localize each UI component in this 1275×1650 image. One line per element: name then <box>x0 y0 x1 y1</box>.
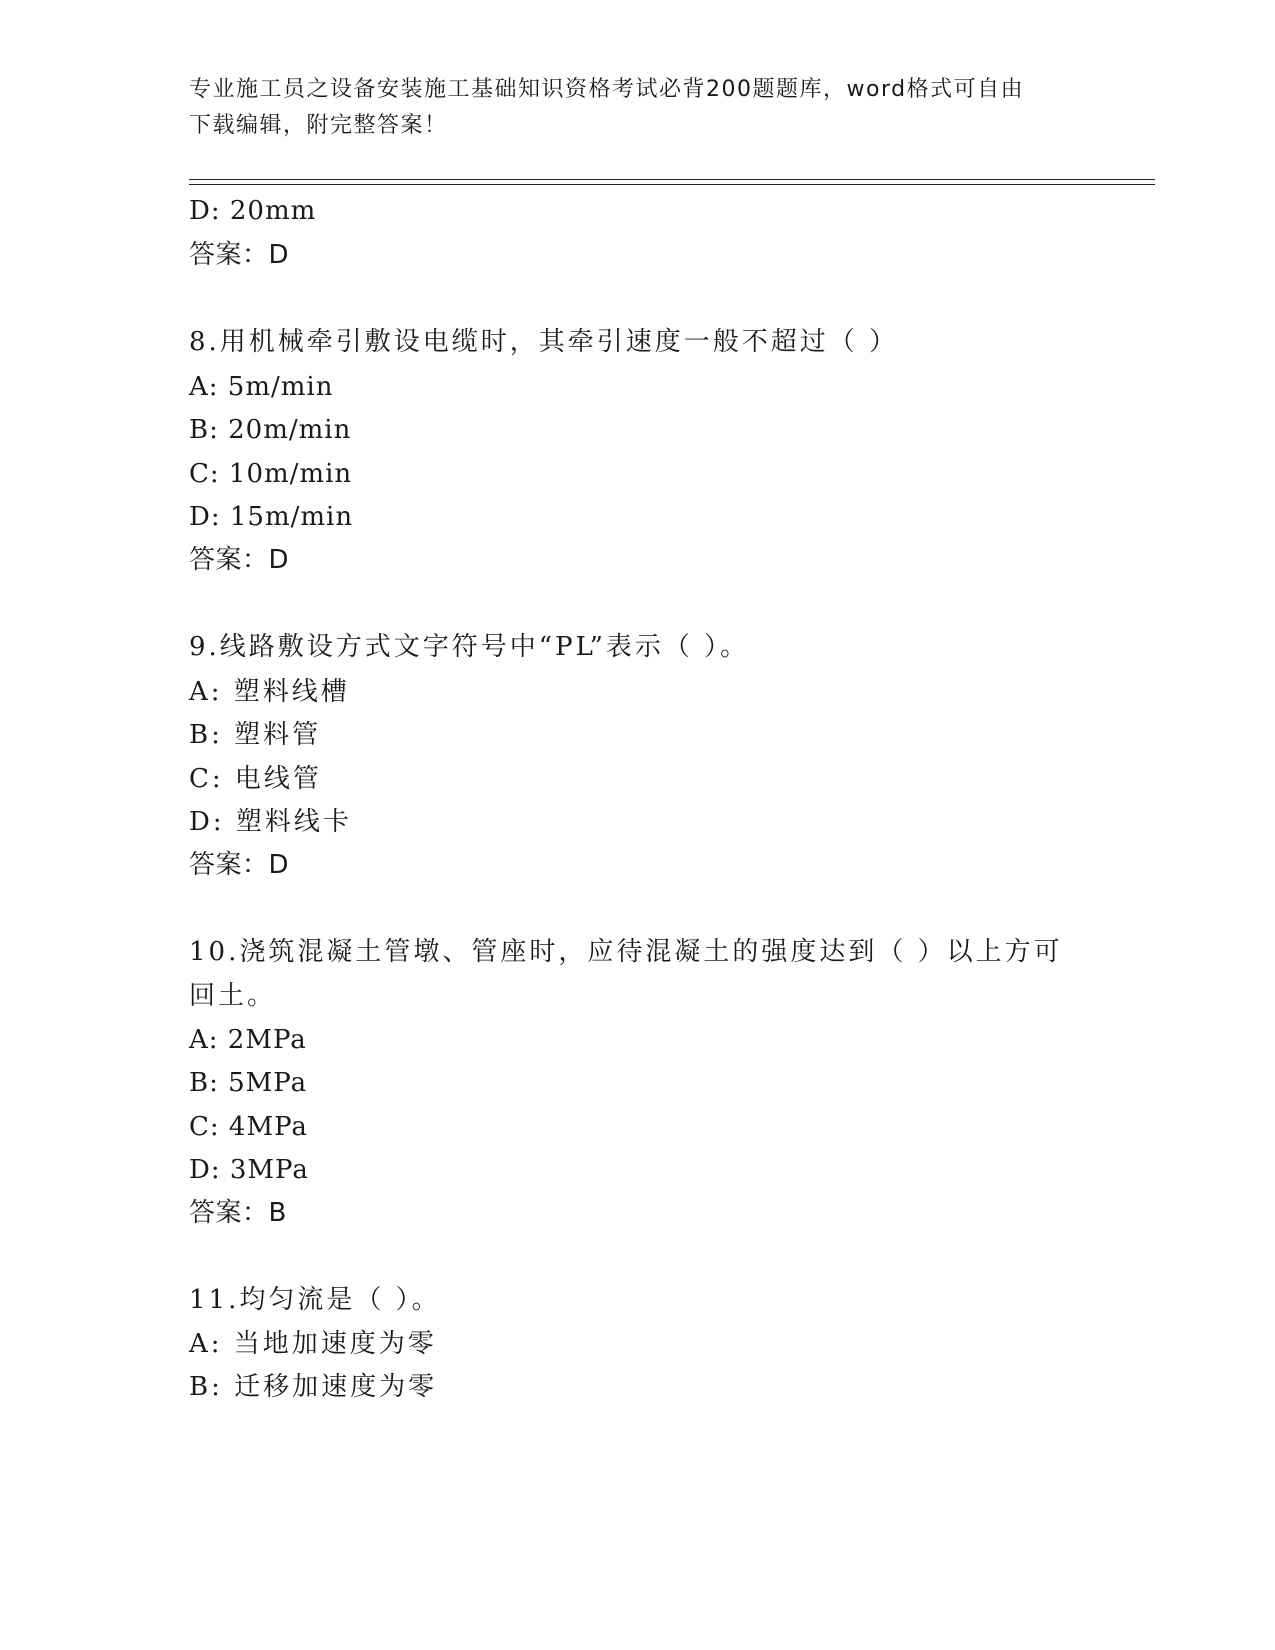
page-header <box>189 72 1089 144</box>
question-9-option-a: A: 塑料线槽 <box>189 677 350 707</box>
question-10-stem-line-2: 回土。 <box>189 981 277 1011</box>
question-10-option-a: A: 2MPa <box>189 1025 307 1055</box>
question-8-option-d: D: 15m/min <box>189 502 354 532</box>
header-divider-bottom <box>189 184 1155 185</box>
question-9-stem: 9.线路敷设方式文字符号中“PL”表示（ ）。 <box>189 632 750 662</box>
question-10-option-b: B: 5MPa <box>189 1068 308 1098</box>
header-title-line-1: 专业施工员之设备安装施工基础知识资格考试必背200题题库，word格式可自由 <box>189 77 1025 102</box>
question-10-option-c: C: 4MPa <box>189 1112 308 1142</box>
question-9-option-c: C: 电线管 <box>189 764 322 794</box>
question-11-option-b: B: 迁移加速度为零 <box>189 1372 438 1402</box>
question-9-option-b: B: 塑料管 <box>189 720 322 750</box>
prev-option-d: D: 20mm <box>189 196 317 226</box>
question-10-option-d: D: 3MPa <box>189 1155 309 1185</box>
question-11-stem: 11.均匀流是（ ）。 <box>189 1285 441 1315</box>
header-divider-top <box>189 179 1155 180</box>
question-11-option-a: A: 当地加速度为零 <box>189 1329 437 1359</box>
question-10-stem-line-1: 10.浇筑混凝土管墩、管座时，应待混凝土的强度达到（ ）以上方可 <box>189 937 1063 967</box>
question-8-option-c: C: 10m/min <box>189 459 353 489</box>
question-8-option-a: A: 5m/min <box>189 372 334 402</box>
question-8-stem: 8.用机械牵引敷设电缆时，其牵引速度一般不超过（ ） <box>189 327 899 357</box>
header-title-line-2: 下载编辑，附完整答案！ <box>189 113 448 138</box>
question-9-option-d: D: 塑料线卡 <box>189 807 352 837</box>
prev-answer: 答案：D <box>189 240 290 270</box>
question-8-option-b: B: 20m/min <box>189 415 352 445</box>
question-10-answer: 答案：B <box>189 1198 287 1228</box>
question-8-answer: 答案：D <box>189 545 290 575</box>
question-9-answer: 答案：D <box>189 850 290 880</box>
